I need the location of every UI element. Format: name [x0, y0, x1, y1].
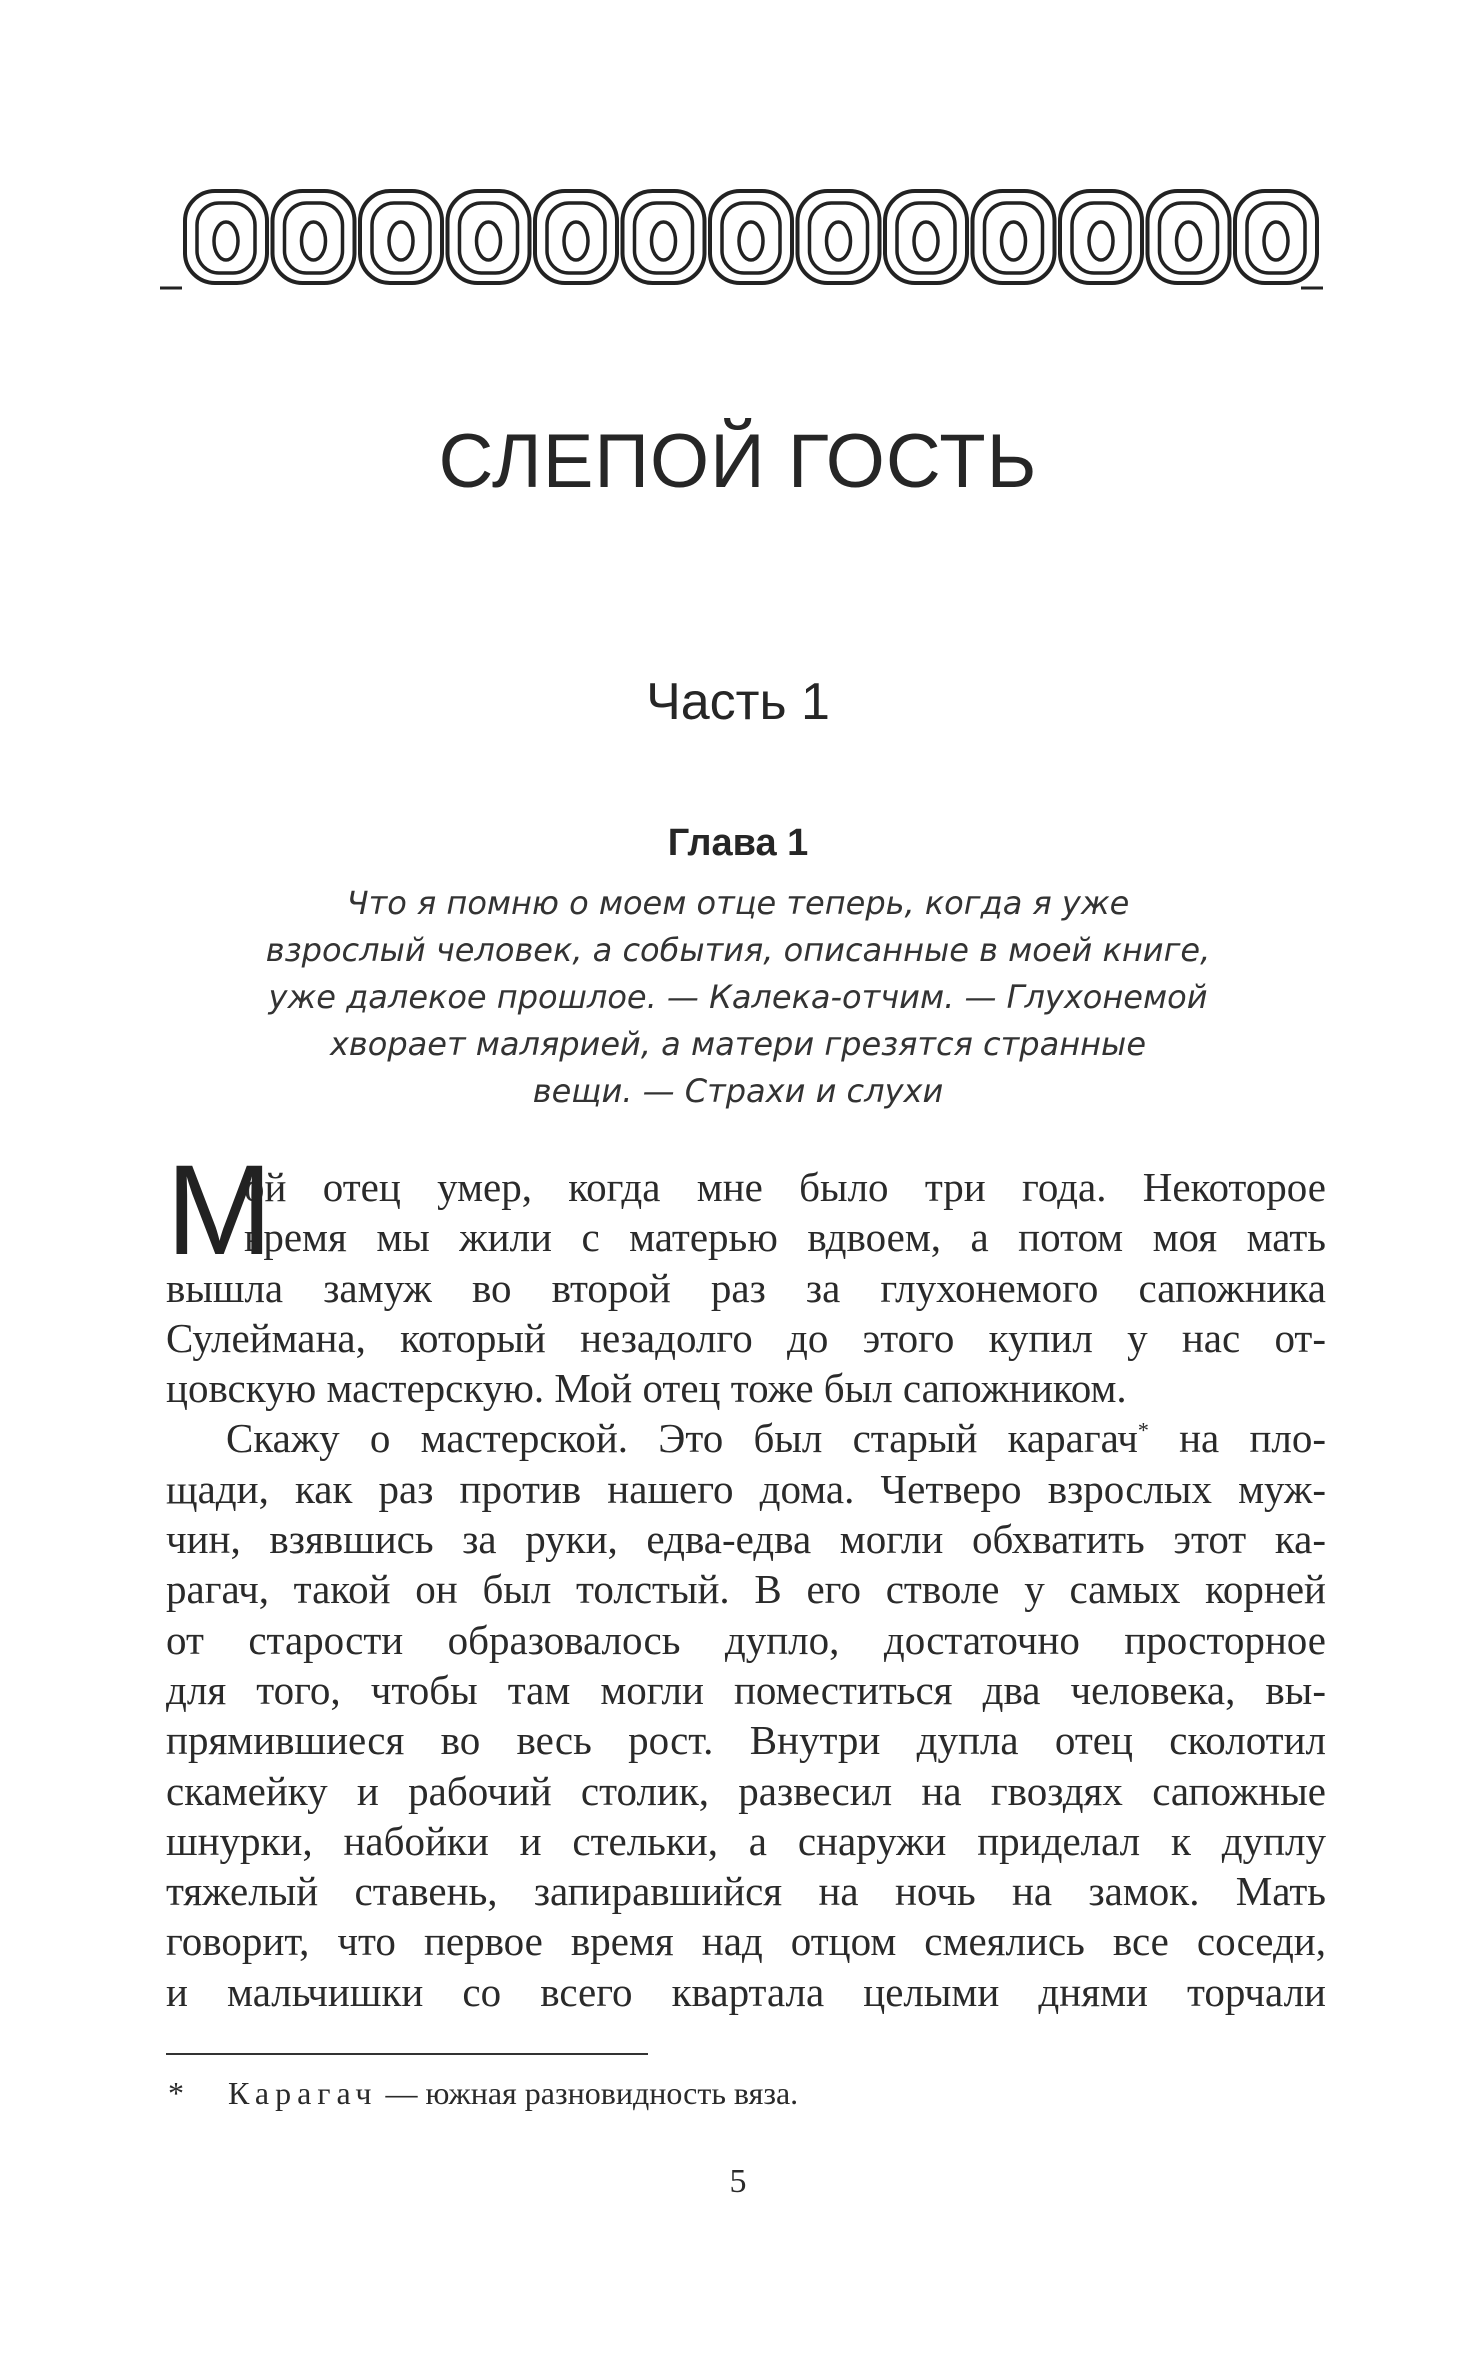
ornament-loop: [623, 191, 705, 283]
text-line: прямившиеся во весь рост. Внутри дупла отец сколотил: [166, 1717, 1326, 1764]
ornament-loop: [1060, 191, 1142, 283]
text-line: говорит, что первое время над отцом смеялись все соседи,: [166, 1918, 1326, 1965]
text-line: шнурки, набойки и стельки, а снаружи приделал к дуплу: [166, 1817, 1326, 1864]
ornament-loop: [798, 191, 880, 283]
summary-line: Что я помню о моем отце теперь, когда я уже: [346, 884, 1130, 922]
footnote-divider: [166, 2053, 648, 2055]
text-line: от старости образовалось дупло, достаточно просторное: [166, 1616, 1326, 1663]
ornament-loop: [535, 191, 617, 283]
text-line: и мальчишки со всего квартала целыми днями торчали: [166, 1968, 1326, 2015]
text-line: цовскую мастерскую. Мой отец тоже был сапожником.: [166, 1365, 1127, 1412]
ornament-loop: [1235, 191, 1317, 283]
text-line: щади, как раз против нашего дома. Четверо взрослых муж-: [166, 1465, 1326, 1512]
part-heading: Часть 1: [646, 673, 830, 731]
decorative-ornament-border: [160, 183, 1323, 293]
summary-line: вещи. — Страхи и слухи: [532, 1072, 944, 1110]
body-text: [166, 1139, 1327, 2017]
ornament-loop: [448, 191, 530, 283]
text-line: скамейку и рабочий столик, развесил на гвоздях сапожные: [166, 1767, 1326, 1814]
text-line: чин, взявшись за руки, едва-едва могли обхватить этот ка-: [166, 1516, 1326, 1563]
ornament-loop: [973, 191, 1055, 283]
footnote: [168, 2075, 798, 2112]
text-fragment: на пло-: [1179, 1415, 1327, 1462]
drop-cap: М: [166, 1139, 273, 1282]
ornament-loop: [1148, 191, 1230, 283]
footnote-text: — южная разновидность вяза.: [377, 2075, 799, 2111]
text-line: ой отец умер, когда мне было три года. Некоторое: [244, 1164, 1326, 1210]
text-line: Сулеймана, который незадолго до этого купил у нас от-: [166, 1314, 1326, 1361]
page-title: СЛЕПОЙ ГОСТЬ: [438, 419, 1038, 504]
text-line: время мы жили с матерью вдвоем, а потом моя мать: [244, 1214, 1326, 1261]
text-line: рагач, такой он был толстый. В его стволе у самых корней: [166, 1566, 1326, 1613]
summary-line: взрослый человек, а события, описанные в моей книге,: [265, 931, 1211, 969]
ornament-loop: [885, 191, 967, 283]
summary-line: хворает малярией, а матери грезятся странные: [329, 1025, 1146, 1063]
summary-line: уже далекое прошлое. — Калека-отчим. — Глухонемой: [268, 978, 1208, 1016]
text-fragment: Скажу о мастерской. Это был старый карагач: [226, 1415, 1138, 1462]
ornament-loop: [273, 191, 355, 283]
chapter-heading: Глава 1: [667, 822, 809, 864]
text-line: тяжелый ставень, запиравшийся на ночь на замок. Мать: [166, 1868, 1326, 1915]
ornament-loop: [360, 191, 442, 283]
ornament-loop: [710, 191, 792, 283]
footnote-mark: *: [168, 2075, 184, 2111]
text-line: [166, 1413, 1326, 1463]
chapter-summary: [220, 880, 1256, 1115]
footnote-term: Карагач: [228, 2075, 378, 2111]
page-number: 5: [729, 2163, 747, 2200]
text-line: вышла замуж во второй раз за глухонемого сапожника: [166, 1264, 1326, 1311]
footnote-marker: *: [1137, 1417, 1149, 1443]
text-line: для того, чтобы там могли поместиться два человека, вы-: [166, 1666, 1326, 1713]
ornament-loop: [185, 191, 267, 283]
